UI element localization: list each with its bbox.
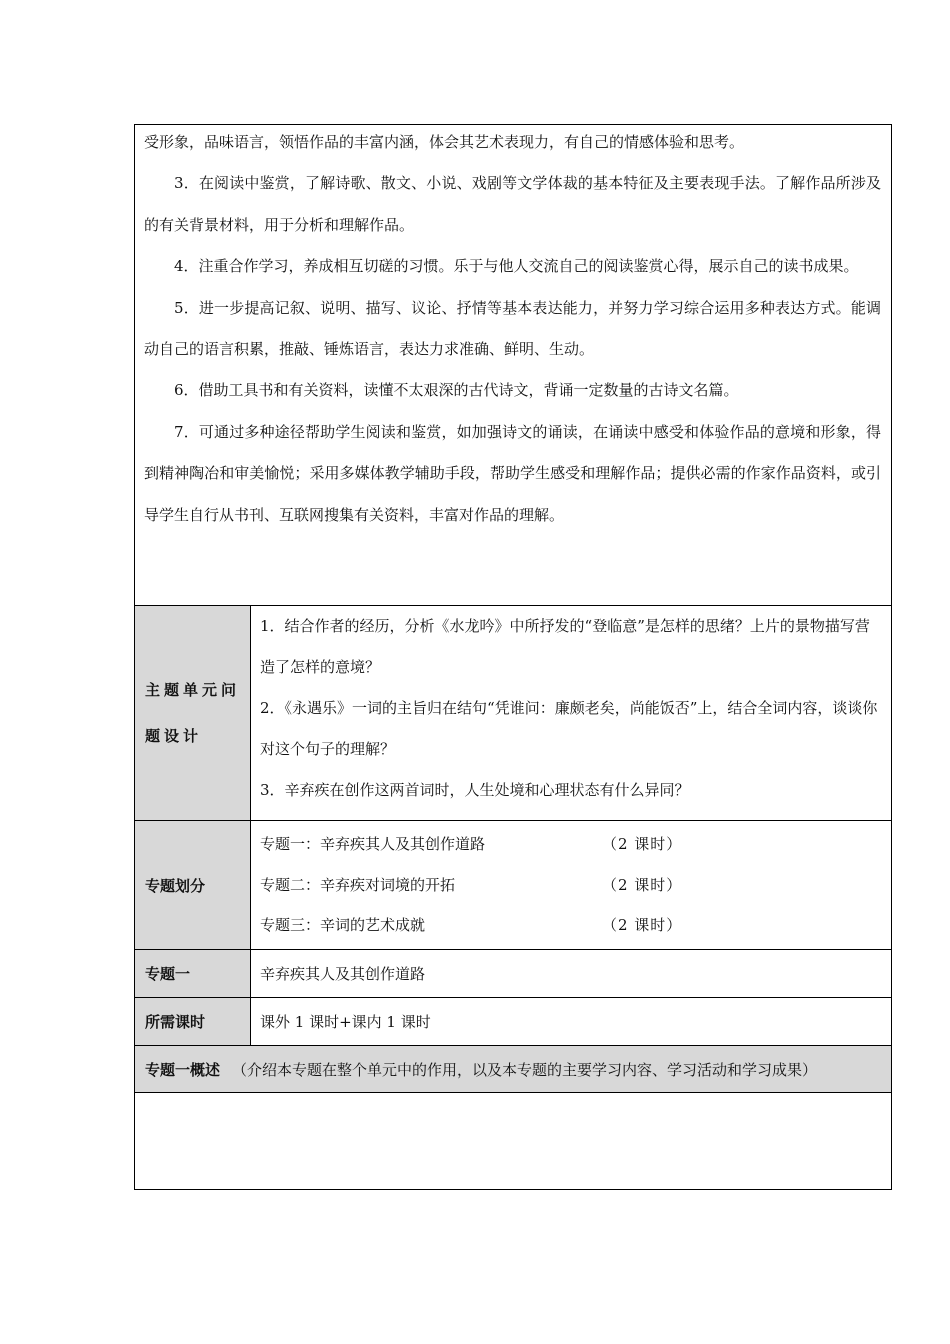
topics-cell (251, 821, 892, 950)
topic1-row (135, 950, 892, 998)
objectives-cell (135, 125, 892, 606)
topic-name: 专题一：辛弃疾其人及其创作道路 (260, 835, 486, 854)
topics-label: 专题划分 (135, 821, 251, 950)
objectives-row (135, 125, 892, 606)
objective-paragraph-continued: 受形象，品味语言，领悟作品的丰富内涵，体会其艺术表现力，有自己的情感体验和思考。 (144, 133, 745, 151)
topic-hours: （2 课时） (602, 835, 683, 854)
questions-cell (251, 606, 892, 821)
topic-name: 专题三：辛词的艺术成就 (260, 916, 426, 935)
objective-paragraph-3: 3．在阅读中鉴赏，了解诗歌、散文、小说、戏剧等文学体裁的基本特征及主要表现手法。了解作品所涉及的有关背景材料，用于分析和理解作品。 (144, 174, 881, 234)
lesson-plan-table (134, 124, 892, 1190)
topic-item-1 (260, 824, 881, 865)
question-1: 1．结合作者的经历，分析《水龙吟》中所抒发的“登临意”是怎样的思绪？上片的景物描写营造了怎样的意境？ (260, 617, 870, 676)
questions-row (135, 606, 892, 821)
question-2: 2．《永遇乐》一词的主旨归在结句“凭谁问：廉颇老矣，尚能饭否”上，结合全词内容，谈谈你对这个句子的理解？ (260, 699, 878, 758)
overview-note: （介绍本专题在整个单元中的作用，以及本专题的主要学习内容、学习活动和学习成果） (232, 1060, 818, 1079)
objective-paragraph-6: 6．借助工具书和有关资料，读懂不太艰深的古代诗文，背诵一定数量的古诗文名篇。 (174, 381, 739, 400)
question-3: 3．辛弃疾在创作这两首词时，人生处境和心理状态有什么异同？ (260, 781, 690, 799)
objective-paragraph-5: 5．进一步提高记叙、说明、描写、议论、抒情等基本表达能力，并努力学习综合运用多种表达方式。能调动自己的语言积累，推敲、锤炼语言，表达力求准确、鲜明、生动。 (144, 298, 881, 359)
hours-label: 所需课时 (135, 998, 251, 1046)
topic-hours: （2 课时） (602, 916, 683, 935)
topic-item-2 (260, 865, 881, 906)
overview-content-row (135, 1093, 892, 1190)
topic1-value: 辛弃疾其人及其创作道路 (251, 950, 892, 998)
topic-hours: （2 课时） (602, 875, 683, 894)
overview-content-cell (135, 1093, 892, 1190)
hours-value: 课外 1 课时+课内 1 课时 (251, 998, 892, 1046)
topic1-label: 专题一 (135, 950, 251, 998)
overview-row (135, 1046, 892, 1093)
hours-row (135, 998, 892, 1046)
topics-row (135, 821, 892, 950)
objective-paragraph-4: 4．注重合作学习，养成相互切磋的习惯。乐于与他人交流自己的阅读鉴赏心得，展示自己的读书成果。 (174, 257, 859, 276)
questions-label: 主题单元问题设计 (135, 606, 251, 821)
topic-name: 专题二：辛弃疾对词境的开拓 (260, 875, 456, 894)
overview-label: 专题一概述 (145, 1060, 221, 1079)
topic-item-3 (260, 905, 881, 946)
overview-cell (135, 1046, 892, 1093)
objective-paragraph-7: 7．可通过多种途径帮助学生阅读和鉴赏，如加强诗文的诵读，在诵读中感受和体验作品的意境和形象，得到精神陶冶和审美愉悦；采用多媒体教学辅助手段，帮助学生感受和理解作品；提供必需的作家作品资料，或引导学生自行从书刊、互联网搜集有关资料，丰富对作品的理解。 (144, 422, 881, 524)
